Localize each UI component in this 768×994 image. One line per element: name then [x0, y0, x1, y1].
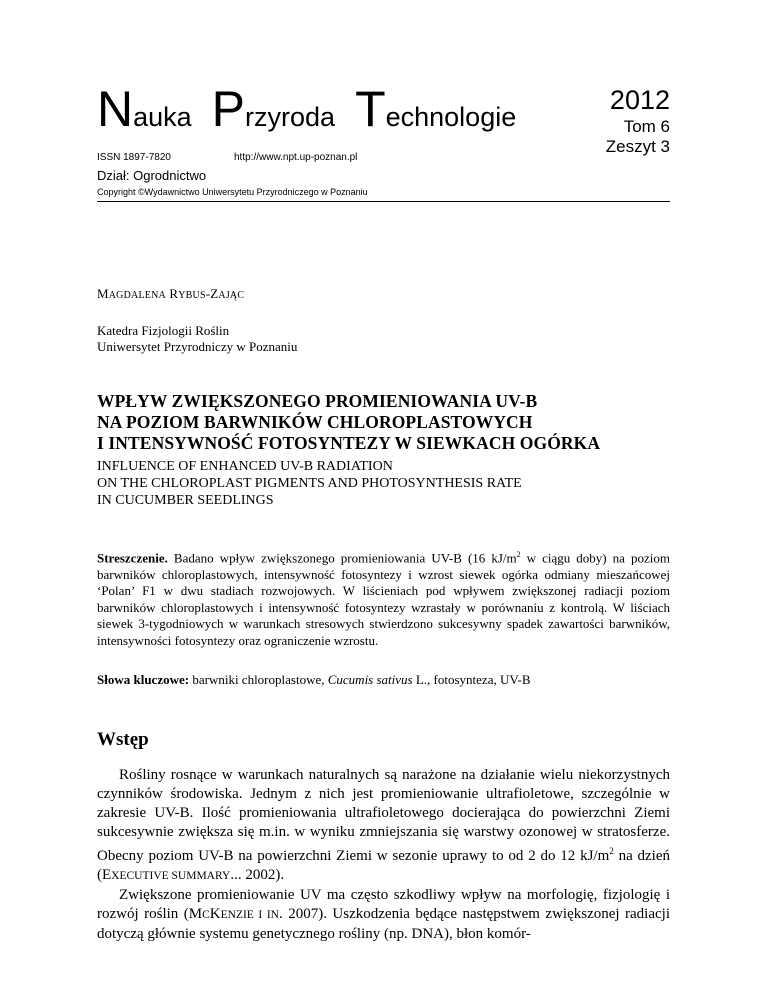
abstract-text: w ciągu doby) na poziom barwników chloroplastowych, intensywność fotosyntezy i wzrost siewek ogórka odmiany mieszańcowej ‘Polan’ F1 w dwu stadiach rozwojowych. W liścieniach pod wpływem zwiększonej radiacji poziom barwników chloroplastowych i intensywność fotosyntezy wzrastały w porównaniu z kontrolą. W liściach siewek 3-tygodniowych w warunkach stresowych stwierdzono sukcesywny spadek zawartości barwników, intensywności fotosyntezy oraz ograniczenie wzrostu.: [97, 550, 670, 648]
abstract-text: Badano wpływ zwiększonego promieniowania UV-B (16 kJ/m: [167, 550, 517, 566]
header-divider: [97, 201, 670, 202]
author-initial: R: [169, 286, 179, 301]
paragraph-text: . 2007). Uszkodzenia będące następstwem zwiększonej radiacji dotyczą głównie systemu genetycznego rośliny (np. DNA), błon komór-: [97, 906, 670, 942]
journal-issue: Zeszyt 3: [605, 137, 670, 156]
paragraph-text: na dzień (: [97, 848, 671, 883]
journal-name-initial: P: [211, 81, 246, 137]
author-smallcaps: AJĄC: [218, 290, 245, 301]
title-english-line: ON THE CHLOROPLAST PIGMENTS AND PHOTOSYNTHESIS RATE: [97, 476, 522, 491]
title-english: [97, 458, 522, 509]
journal-name-word: rzyroda: [245, 102, 336, 132]
abstract: [97, 547, 670, 649]
citation-smallcaps: XECUTIVE SUMMARY: [111, 870, 231, 882]
citation-smallcaps: C: [202, 909, 210, 921]
paragraph-text: ... 2002).: [230, 867, 285, 883]
paragraph-text: Rośliny rosnące w warunkach naturalnych są narażone na działanie wielu niekorzystnych czynników środowiska. Jednym z nich jest promieniowanie ultrafioletowe, szczególnie w zakresie UV-B. Ilość promieniowania ultrafioletowego docierająca do powierzchni Ziemi sukcesywnie zwiększa się m.in. w wyniku zmniejszania się warstwy ozonowej w stratosferze. Obecny poziom UV-B na powierzchni Ziemi w sezonie uprawy to od 2 do 12 kJ/m: [97, 767, 670, 864]
title-polish-line: NA POZIOM BARWNIKÓW CHLOROPLASTOWYCH: [97, 412, 533, 432]
title-english-line: INFLUENCE OF ENHANCED UV-B RADIATION: [97, 459, 393, 474]
intro-paragraph: [97, 766, 670, 886]
journal-year: 2012: [609, 85, 670, 115]
journal-name-initial: N: [97, 81, 134, 137]
journal-masthead: [97, 81, 517, 137]
journal-name-word: echnologie: [385, 102, 517, 132]
journal-issn: ISSN 1897-7820: [97, 152, 171, 163]
journal-volume: Tom 6: [623, 117, 670, 136]
affiliation-university: Uniwersytet Przyrodniczy w Poznaniu: [97, 339, 298, 354]
journal-section: Dział: Ogrodnictwo: [97, 168, 207, 183]
journal-name-initial: T: [355, 81, 386, 137]
author-smallcaps: AGDALENA: [108, 290, 166, 301]
citation-initial: K: [209, 906, 221, 922]
intro-body: [97, 766, 670, 944]
paragraph-superscript: 2: [609, 846, 614, 856]
author-initial: M: [97, 286, 109, 301]
title-polish-line: WPŁYW ZWIĘKSZONEGO PROMIENIOWANIA UV-B: [97, 391, 538, 411]
keywords-label: Słowa kluczowe:: [97, 672, 190, 687]
affiliation-department: Katedra Fizjologii Roślin: [97, 323, 230, 338]
keywords-text: L., fotosynteza, UV-B: [412, 672, 531, 687]
author-initial: Z: [210, 286, 219, 301]
keywords: [97, 672, 531, 688]
copyright-line: Copyright ©Wydawnictwo Uniwersytetu Przyrodniczego w Poznaniu: [97, 187, 368, 197]
title-english-line: IN CUCUMBER SEEDLINGS: [97, 493, 274, 508]
paragraph-text: Zwiększone promieniowanie UV ma często szkodliwy wpływ na morfologię, fizjologię i rozwój roślin (: [97, 887, 670, 922]
journal-volume-issue: [606, 117, 670, 157]
intro-paragraph: [97, 886, 670, 944]
abstract-superscript: 2: [516, 550, 521, 559]
title-polish: [97, 391, 600, 454]
keywords-text: barwniki chloroplastowe,: [189, 672, 328, 687]
citation-smallcaps: ENZIE I IN: [220, 909, 279, 921]
abstract-label: Streszczenie.: [97, 550, 168, 566]
author-name: MAGDALENA RYBUS-ZAJĄC: [97, 286, 245, 301]
author-affiliation: [97, 323, 297, 355]
journal-name-word: auka: [133, 102, 192, 132]
journal-url[interactable]: http://www.npt.up-poznan.pl: [234, 152, 358, 163]
keywords-species: Cucumis sativus: [327, 672, 413, 687]
title-polish-line: I INTENSYWNOŚĆ FOTOSYNTEZY W SIEWKACH OGÓRKA: [97, 433, 601, 453]
author-smallcaps: YBUS: [178, 290, 206, 301]
section-heading: Wstęp: [97, 729, 149, 750]
citation-initial: M: [188, 906, 203, 922]
citation-initial: E: [102, 867, 112, 883]
